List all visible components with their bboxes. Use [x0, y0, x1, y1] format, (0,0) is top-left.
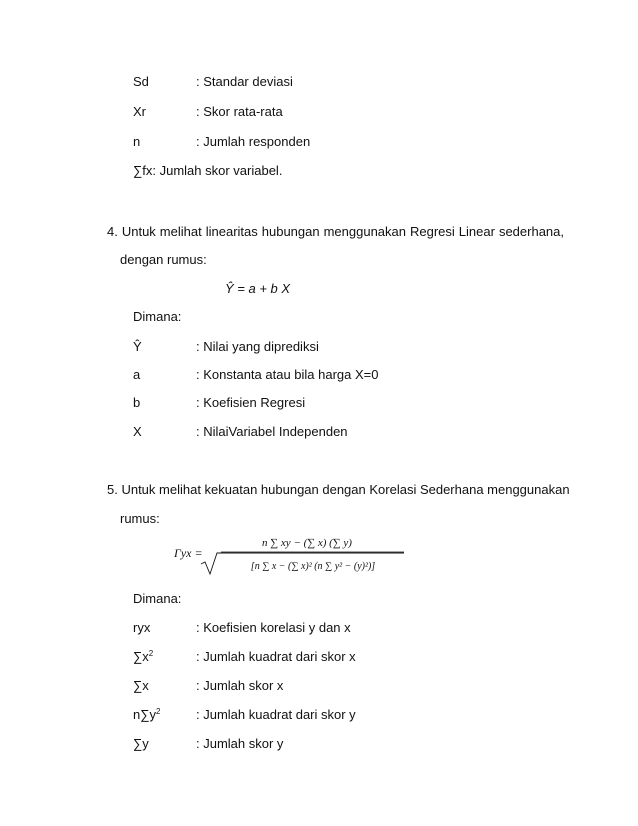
def-desc-sd: : Standar deviasi	[196, 74, 293, 89]
def-term-n: n	[133, 134, 141, 149]
item5-paragraph-line1: 5. Untuk melihat kekuatan hubungan dengan Korelasi Sederhana menggunakan	[107, 482, 570, 497]
item4-def-desc-b: : Koefisien Regresi	[196, 395, 306, 410]
item4-dimana-label: Dimana:	[133, 309, 182, 324]
item4-def-desc-yhat: : Nilai yang diprediksi	[196, 339, 319, 354]
item5-def-term-sum-y: ∑y	[133, 736, 149, 751]
correlation-formula-fraction	[199, 533, 409, 577]
regression-formula: Ŷ = a + b X	[225, 281, 291, 296]
item5-def-desc-sum-x-squared: : Jumlah kuadrat dari skor x	[196, 649, 356, 664]
def-term-sd: Sd	[133, 74, 149, 89]
item4-def-term-x: X	[133, 424, 142, 439]
item5-dimana-label: Dimana:	[133, 591, 182, 606]
item4-def-desc-a: : Konstanta atau bila harga X=0	[196, 367, 379, 382]
item4-def-term-b: b	[133, 395, 141, 410]
item5-def-term-ryx: ryx	[133, 620, 151, 635]
item5-paragraph-line2: rumus:	[120, 511, 160, 526]
def-term-xr: Xr	[133, 104, 146, 119]
item5-def-term-sum-x: ∑x	[133, 678, 149, 693]
item5-def-term-sum-x-squared: $\sum x^2$	[133, 649, 154, 664]
def-desc-xr: : Skor rata-rata	[196, 104, 283, 119]
correlation-formula-numerator: n ∑ xy − (∑ x) (∑ y)	[262, 537, 352, 549]
def-desc-n: : Jumlah responden	[196, 134, 311, 149]
def-fx-line: ∑fx: Jumlah skor variabel.	[133, 163, 283, 178]
item4-paragraph-line2: dengan rumus:	[120, 252, 207, 267]
item5-def-desc-sum-x: : Jumlah skor x	[196, 678, 284, 693]
item5-def-desc-ryx: : Koefisien korelasi y dan x	[196, 620, 351, 635]
item5-def-term-n-sum-y-squared: $n\sum y^2$	[133, 707, 161, 722]
item4-def-term-a: a	[133, 367, 141, 382]
item4-paragraph-line1: 4. Untuk melihat linearitas hubungan menggunakan Regresi Linear sederhana,	[107, 224, 564, 239]
item5-def-desc-n-sum-y-squared: : Jumlah kuadrat dari skor y	[196, 707, 356, 722]
correlation-formula-lhs: Γyx =	[174, 546, 203, 560]
item5-def-desc-sum-y: : Jumlah skor y	[196, 736, 284, 751]
item4-def-desc-x: : NilaiVariabel Independen	[196, 424, 348, 439]
item4-def-term-yhat: Ŷ	[133, 339, 142, 354]
correlation-formula-denominator: [n ∑ x − (∑ x)² (n ∑ y² − (y)²)]	[250, 561, 376, 572]
